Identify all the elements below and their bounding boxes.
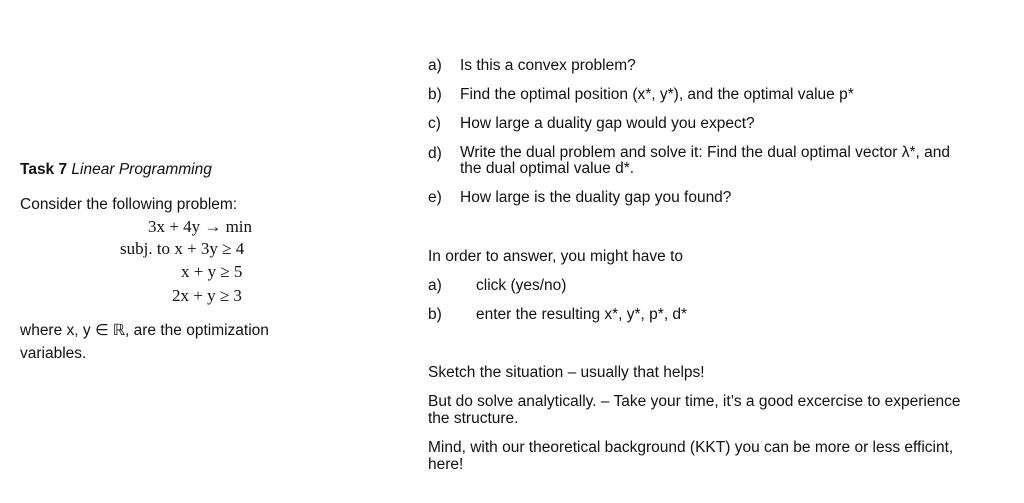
- mind-note-line1: Mind, with our theoretical background (KKT) you can be more or less efficint,: [428, 439, 954, 456]
- question-a-text: Is this a convex problem?: [460, 57, 636, 74]
- analytic-note-line1: But do solve analytically. – Take your time, it’s a good excercise to experience: [428, 393, 961, 410]
- question-c-label: c): [428, 115, 441, 132]
- answer-intro: In order to answer, you might have to: [428, 248, 684, 265]
- variables-note-line1: where x, y ∈ ℝ, are the optimization: [20, 322, 269, 339]
- question-d-line1: Write the dual problem and solve it: Find the dual optimal vector λ*, and: [460, 144, 950, 161]
- sketch-note: Sketch the situation – usually that helps!: [428, 364, 705, 381]
- objective-function: 3x + 4y → min: [148, 217, 253, 236]
- constraint-2: x + y ≥ 5: [181, 262, 243, 281]
- question-b-label: b): [428, 86, 442, 103]
- question-d-text: [460, 145, 950, 177]
- subj-to-label: subj. to: [120, 239, 171, 258]
- question-b-text: Find the optimal position (x*, y*), and the optimal value p*: [460, 86, 854, 103]
- task-title: Linear Programming: [71, 161, 212, 178]
- mind-note-line2: here!: [428, 456, 464, 473]
- question-d-line2: the dual optimal value d*.: [460, 160, 635, 177]
- answer-b-label: b): [428, 306, 442, 323]
- constraint-3: 2x + y ≥ 3: [172, 286, 242, 305]
- constraint-1: [120, 239, 244, 259]
- constraint-1-expr: x + 3y ≥ 4: [174, 239, 245, 258]
- task-number: Task 7: [20, 161, 68, 178]
- answer-a-label: a): [428, 277, 442, 294]
- question-e-text: How large is the duality gap you found?: [460, 189, 732, 206]
- mind-note: [428, 439, 953, 473]
- task-heading: [20, 161, 212, 179]
- problem-intro: Consider the following problem:: [20, 196, 238, 213]
- answer-b-text: enter the resulting x*, y*, p*, d*: [476, 306, 688, 323]
- variables-note-line2: variables.: [20, 345, 87, 362]
- analytic-note: [428, 393, 960, 427]
- answer-a-text: click (yes/no): [476, 277, 567, 294]
- analytic-note-line2: the structure.: [428, 410, 519, 427]
- question-a-label: a): [428, 57, 442, 74]
- question-d-label: d): [428, 145, 442, 162]
- question-e-label: e): [428, 189, 442, 206]
- question-c-text: How large a duality gap would you expect?: [460, 115, 755, 132]
